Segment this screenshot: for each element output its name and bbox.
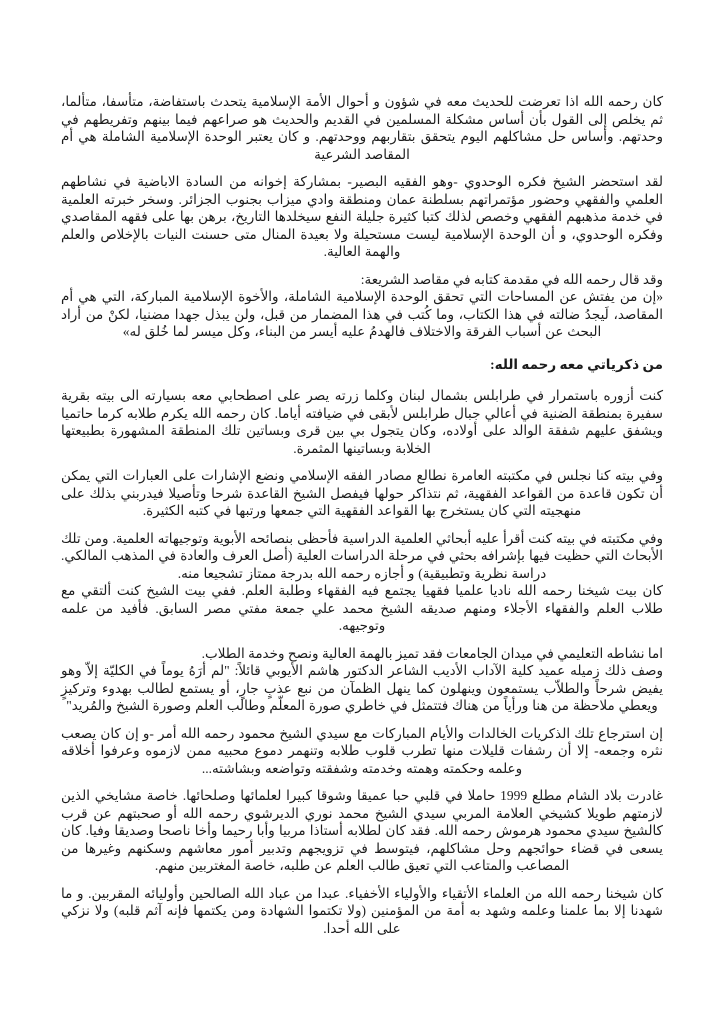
section-heading-memories: من ذكرياتي معه رحمه الله: <box>490 356 663 372</box>
paragraph-teaching-intro: اما نشاطه التعليمي في ميدان الجامعات فقد تميز بالهمة العالية ونصح وخدمة الطلاب. <box>201 645 663 661</box>
paragraph-majlis: كان بيت شيخنا رحمه الله ناديا علميا فقهيا يجتمع فيه الفقهاء وطلبة العلم. ففي بيت الشيخ كنت ألتقي مع طلاب العلم والفقهاء الأجلاء ومنهم صديقه الشيخ محمد علي جمعة مفتي مصر السابق. فأفيد من علمه وتوجيهه. <box>61 583 663 633</box>
paragraph-quote-intro: وقد قال رحمه الله في مقدمة كتابه في مقاصد الشريعة: <box>360 271 663 287</box>
paragraph-departure: غادرت بلاد الشام مطلع 1999 حاملا في قلبي حبا عميقا وشوقا كبيرا لعلمائها وصلحائها. خاصة مشايخي الذين لازمتهم طويلا كشيخي العلامة المربي سيدي الشيخ محمد نوري الديرشوي رحمه الله أو صحبتهم عن قرب كالشيخ سيدي محمود هرموش رحمه الله. فقد كان لطلابه أستاذا مربيا وأبا رحيما وأخا ناصحا وصديقا وفيا. كان يسعى في قضاء حوائجهم وحل مشاكلهم، فيتوسط في تزويجهم وتدبير أمور معاشهم وسكنهم وغيرها من المصاعب والمتاعب التي تعيق طالب العلم عن طلبه، خاصة المغتربين منهم. <box>61 788 663 873</box>
document-body <box>61 93 663 937</box>
paragraph-unity: لقد استحضر الشيخ فكره الوحدوي -وهو الفقيه البصير- بمشاركة إخوانه من السادة الاباضية في نشاطهم العلمي والفقهي وحضور مؤتمراتهم بسلطنة عمان ومنطقة وادي ميزاب بجنوب الجزائر. وسخر خبرته العلمية في خدمة مذهبهم الفقهي وخصص لذلك كتبا كثيرة جليلة النفع سيخلدها التاريخ، برهن بها على فقهه المقاصدي وفكره الوحدوي، و أن الوحدة الإسلامية ليست مستحيلة ولا بعيدة المنال متى حسنت النيات بالإخلاص والعلم والهمة العالية. <box>61 174 663 259</box>
paragraph-teaching-quote: وصف ذلك زميله عميد كلية الآداب الأديب الشاعر الدكتور هاشم الأيوبي قائلاً: "لم أرَهُ يوماً في الكليّة إلاّ وهو يفيض شرحاً والطلاّب يستمعون وينهلون كما ينهل الظمآن من نبع عذبٍ جارٍ، أو يستمع لطالب بهدوء وتركيزٍ ويعطي ملاحظة من هنا ورأياً من هناك فتتمثل في خاطري صورة المعلّم وطالب العلم وصورة الشيخ والمُريد" <box>61 663 663 713</box>
paragraph-memories: إن استرجاع تلك الذكريات الخالدات والأيام المباركات مع سيدي الشيخ محمود رحمه الله أمر -و إن كان يصعب نثره وجمعه- إلا أن رشفات قليلات منها تطرب قلوب طلابه وتنهمر دموع محبيه ممن لازموه وعرفوا أخلاقه وعلمه وحكمته وهمته وخدمته وشفقته وتواضعه وبشاشته... <box>61 725 663 776</box>
paragraph-library: وفي بيته كنا نجلس في مكتبته العامرة نطالع مصادر الفقه الإسلامي ونضع الإشارات على العبارات التي يمكن أن تكون قاعدة من القواعد الفقهية، ثم نتذاكر حولها فيفصل الشيخ القاعدة شرحا وتأصيلا فيدربني بذلك على منهجيته التي كان يستخرج بها القواعد الفقهية التي جمعها ورتبها في كتبه الكثيرة. <box>61 468 663 518</box>
paragraph-research: وفي مكتبته في بيته كنت أقرأ عليه أبحاثي العلمية الدراسية فأحظى بنصائحه الأبوية وتوجيهاته العلمية. ومن تلك الأبحاث التي حظيت فيها بإشرافه بحثي في مرحلة الدراسات العلية (أصل العرف والعادة في المذهب المالكي. دراسة نظرية وتطبيقية) و أجازه رحمه الله بدرجة ممتاز تشجيعا منه. <box>61 530 663 581</box>
paragraph-intro: كان رحمه الله اذا تعرضت للحديث معه في شؤون و أحوال الأمة الإسلامية يتحدث باستفاضة، متأسفا، متألما، ثم يخلص إلى القول بأن أساس مشكلة المسلمين في القديم والحديث هو صراعهم فيما بينهم وتفريطهم في وحدتهم. وأساس حل مشاكلهم اليوم يتحقق بتقاربهم ووحدتهم. و كان يعتبر الوحدة الإسلامية الشاملة هي أم المقاصد الشرعية <box>61 94 663 162</box>
paragraph-final: كان شيخنا رحمه الله من العلماء الأتقياء والأولياء الأخفياء. عبدا من عباد الله الصالحين وأوليائه المقربين. و ما شهدنا إلا بما علمنا وعلمه وشهد به أمة من المؤمنين (ولا تكتموا الشهادة ومن يكتمها فإنه آثم قلبه) ولا نزكي على الله أحدا. <box>61 885 663 936</box>
paragraph-book-quote: «إن من يفتش عن المساحات التي تحقق الوحدة الإسلامية الشاملة، والأخوة الإسلامية المباركة، التي هي أم المقاصد، لَيجدُ ضالته في هذا الكتاب، وما كُتب في هذا المضمار من قبل، ولن يبذل جهدا مضنيا، لكنْ من أراد البحث عن أسباب الفرقة والاختلاف فالهدمُ عليه أيسر من البناء، وكل ميسر لما خُلق له» <box>61 289 663 339</box>
paragraph-visits: كنت أزوره باستمرار في طرابلس بشمال لبنان وكلما زرته يصر على اصطحابي معه بسيارته الى بيته بقرية سفيرة بمنطقة الضنية في أعالي جبال طرابلس لأبقى في ضيافته أياما. كان رحمه الله يكرم طلابه كرما حاتميا ويشفق عليهم شفقة الوالد على أولاده، وكان يتجول بي بين قرى وبساتين تلك المنطقة المشهورة بطبيعتها الخلابة وبساتينها المثمرة. <box>61 388 663 456</box>
